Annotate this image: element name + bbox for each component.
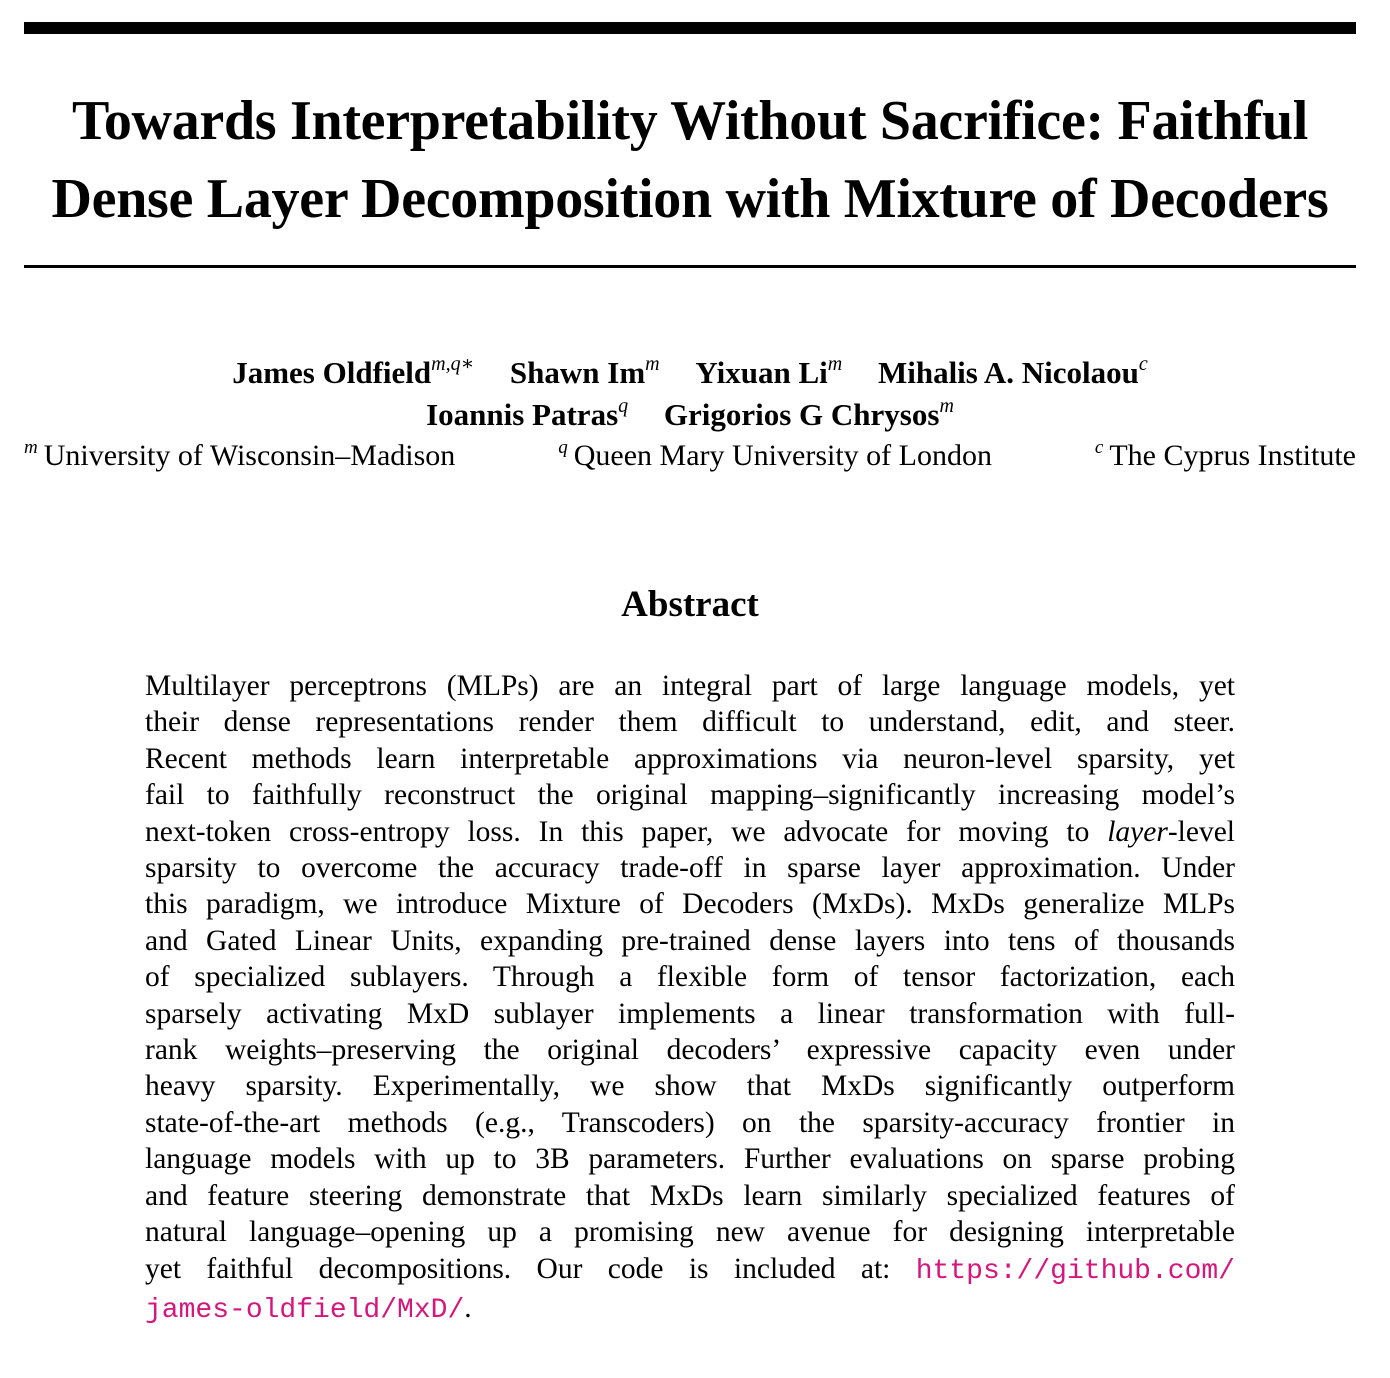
abstract-line: yet faithful decompositions. Our code is included at: https://github.com/ (145, 1252, 1235, 1287)
abstract-line: sparsity to overcome the accuracy trade-off in sparse layer approximation. Under (145, 852, 1235, 885)
emphasis-layer: layer (1107, 815, 1168, 848)
abstract-line: and Gated Linear Units, expanding pre-trained dense layers into tens of thousands (145, 924, 1235, 957)
abstract-line: their dense representations render them difficult to understand, edit, and steer. (145, 706, 1235, 739)
title-line-2: Dense Layer Decomposition with Mixture of Decoders (51, 168, 1329, 230)
abstract-line: of specialized sublayers. Through a flexible form of tensor factorization, each (145, 961, 1235, 994)
abstract-line: state-of-the-art methods (e.g., Transcoders) on the sparsity-accuracy frontier in (145, 1106, 1235, 1139)
abstract-line: Recent methods learn interpretable approximations via neuron-level sparsity, yet (145, 742, 1235, 775)
title-line-1: Towards Interpretability Without Sacrifice: Faithful (71, 90, 1309, 152)
author: James Oldfield$^{m,q∗}$ (232, 353, 475, 390)
abstract-line: natural language–opening up a promising new avenue for designing interpretable (145, 1216, 1235, 1249)
abstract-line: next-token cross-entropy loss. In this paper, we advocate for moving to layer-level (145, 815, 1235, 848)
author: Ioannis Patras$^q$ (426, 395, 629, 432)
abstract-heading: Abstract (621, 584, 759, 625)
author: Mihalis A. Nicolaou$^c$ (877, 353, 1148, 390)
abstract-line: language models with up to 3B parameters. Further evaluations on sparse probing (145, 1143, 1235, 1176)
author: Shawn Im$^m$ (509, 353, 660, 390)
affiliation: $^q$ Queen Mary University of London (558, 437, 992, 472)
author-list (24, 352, 1356, 436)
code-link[interactable]: https://github.com/ (915, 1255, 1235, 1287)
author: Grigorios G Chrysos$^m$ (663, 395, 954, 432)
affiliation: $^c$ The Cyprus Institute (1094, 437, 1356, 472)
affiliation: $^m$ University of Wisconsin–Madison (24, 437, 456, 472)
author-line-1 (24, 352, 1356, 394)
author-line-2 (24, 394, 1356, 436)
abstract-line: this paradigm, we introduce Mixture of Decoders (MxDs). MxDs generalize MLPs (145, 888, 1235, 921)
abstract-line: sparsely activating MxD sublayer implements a linear transformation with full- (145, 997, 1235, 1030)
paper-title (24, 82, 1356, 238)
abstract-line: and feature steering demonstrate that MxDs learn similarly specialized features of (145, 1179, 1235, 1212)
abstract-line: rank weights–preserving the original decoders’ expressive capacity even under (145, 1034, 1235, 1067)
author: Yixuan Li$^m$ (695, 353, 843, 390)
abstract-body (145, 668, 1235, 1329)
code-link-continued[interactable]: james-oldfield/MxD/ (145, 1294, 465, 1326)
abstract-line: heavy sparsity. Experimentally, we show that MxDs significantly outperform (145, 1070, 1235, 1103)
top-rule (24, 22, 1356, 34)
abstract-line: Multilayer perceptrons (MLPs) are an integral part of large language models, yet (145, 670, 1235, 702)
bottom-rule (24, 265, 1356, 268)
abstract-line: james-oldfield/MxD/. (145, 1291, 472, 1326)
abstract-line: fail to faithfully reconstruct the original mapping–significantly increasing model’s (145, 779, 1235, 812)
affiliation-list (24, 436, 1356, 476)
